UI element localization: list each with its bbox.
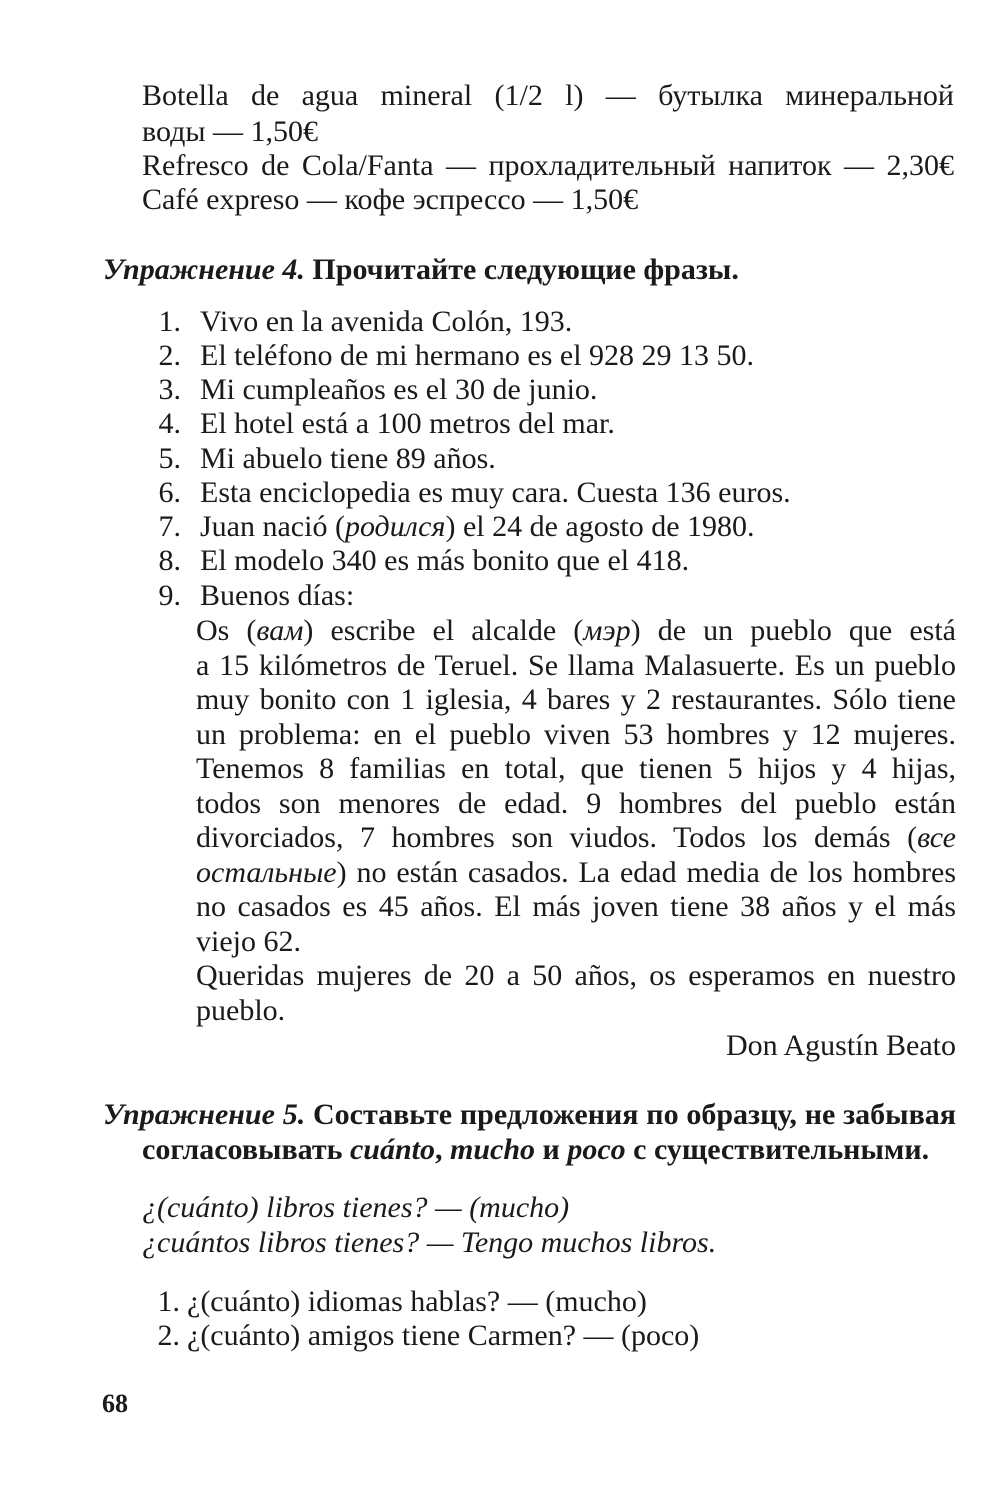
list-item-number: 8.	[158, 544, 181, 577]
text-span: ,	[435, 1133, 450, 1166]
keyword: mucho	[450, 1133, 536, 1166]
translation-gloss: остальные	[196, 856, 337, 889]
text-span: ) no están casados. La edad media de los hombres	[336, 856, 956, 889]
list-item-number: 1.	[158, 305, 181, 338]
list-item: El hotel está a 100 metros del mar.	[200, 407, 615, 440]
example-line-2: ¿cuántos libros tienes? — Tengo muchos libros.	[142, 1226, 717, 1259]
list-item: Esta enciclopedia es muy cara. Cuesta 136 euros.	[200, 476, 791, 509]
menu-item-cafe: Café expreso — кофе эспрессо — 1,50€	[142, 183, 639, 216]
text-span: ) de un pueblo que está	[630, 614, 956, 647]
list-item: Mi abuelo tiene 89 años.	[200, 442, 496, 475]
letter-line: no casados es 45 años. El más joven tiene 38 años y el más	[196, 890, 956, 923]
list-item-number: 6.	[158, 476, 181, 509]
text-span: Os (	[196, 614, 257, 647]
translation-gloss: родился	[344, 510, 446, 543]
letter-line: viejo 62.	[196, 925, 301, 958]
exercise-4-title: Прочитайте следующие фразы.	[312, 253, 739, 286]
letter-line: Tenemos 8 familias en total, que tienen 5 hijos y 4 hijas,	[196, 752, 956, 785]
exercise-5-heading-line2	[142, 1132, 929, 1168]
translation-gloss: все	[917, 821, 956, 854]
text-span: с существительными.	[625, 1133, 930, 1166]
letter-line: Queridas mujeres de 20 a 50 años, os esperamos en nuestro	[196, 959, 956, 992]
list-item-number: 9.	[158, 579, 181, 612]
menu-item-water-line1: Botella de agua mineral (1/2 l) — бутылка минеральной	[142, 79, 954, 112]
menu-item-refresco: Refresco de Cola/Fanta — прохладительный напиток — 2,30€	[142, 149, 954, 182]
exercise-4-heading	[103, 252, 739, 288]
list-item: El teléfono de mi hermano es el 928 29 13 50.	[200, 339, 755, 372]
letter-line: todos son menores de edad. 9 hombres del pueblo están	[196, 787, 956, 820]
text-span: ) escribe el alcalde (	[303, 614, 584, 647]
letter-line	[196, 820, 956, 856]
letter-line: muy bonito con 1 iglesia, 4 bares y 2 restaurantes. Sólo tiene	[196, 683, 956, 716]
keyword: cuánto	[349, 1133, 435, 1166]
translation-gloss: мэр	[583, 614, 631, 647]
list-item-number: 5.	[158, 442, 181, 475]
letter-line: a 15 kilómetros de Teruel. Se llama Malasuerte. Es un pueblo	[196, 649, 956, 682]
text-span: Juan nació (	[200, 510, 345, 543]
text-span: и	[535, 1133, 568, 1166]
list-item-number: 4.	[158, 407, 181, 440]
list-item-number: 1.	[157, 1285, 180, 1318]
list-item: ¿(cuánto) amigos tiene Carmen? — (poco)	[187, 1319, 700, 1352]
list-item: ¿(cuánto) idiomas hablas? — (mucho)	[187, 1285, 647, 1318]
list-item-number: 2.	[157, 1319, 180, 1352]
list-item	[200, 509, 755, 545]
list-item-number: 3.	[158, 373, 181, 406]
list-item-number: 7.	[158, 510, 181, 543]
keyword: poco	[567, 1133, 626, 1166]
list-item: Vivo en la avenida Colón, 193.	[200, 305, 573, 338]
letter-line: un problema: en el pueblo viven 53 hombres y 12 mujeres.	[196, 718, 956, 751]
letter-signature: Don Agustín Beato	[726, 1029, 956, 1062]
exercise-5-label: Упражнение 5.	[103, 1098, 306, 1131]
example-line-1: ¿(cuánto) libros tienes? — (mucho)	[142, 1191, 570, 1224]
exercise-4-label: Упражнение 4.	[103, 253, 305, 286]
text-span: divorciados, 7 hombres son viudos. Todos los demás (	[196, 821, 918, 854]
letter-line	[196, 855, 956, 891]
list-item: Mi cumpleaños es el 30 de junio.	[200, 373, 598, 406]
letter-line	[196, 613, 956, 649]
text-span: ) el 24 de agosto de 1980.	[445, 510, 755, 543]
list-item: El modelo 340 es más bonito que el 418.	[200, 544, 690, 577]
page-number: 68	[102, 1389, 128, 1418]
exercise-5-heading-line1	[103, 1097, 956, 1133]
menu-item-water-line2: воды — 1,50€	[142, 115, 319, 148]
text-span: согласовывать	[142, 1133, 350, 1166]
letter-line: pueblo.	[196, 994, 286, 1027]
list-item: Buenos días:	[200, 579, 355, 612]
translation-gloss: вам	[256, 614, 304, 647]
list-item-number: 2.	[158, 339, 181, 372]
exercise-5-title: Составьте предложения по образцу, не забывая	[313, 1098, 956, 1131]
